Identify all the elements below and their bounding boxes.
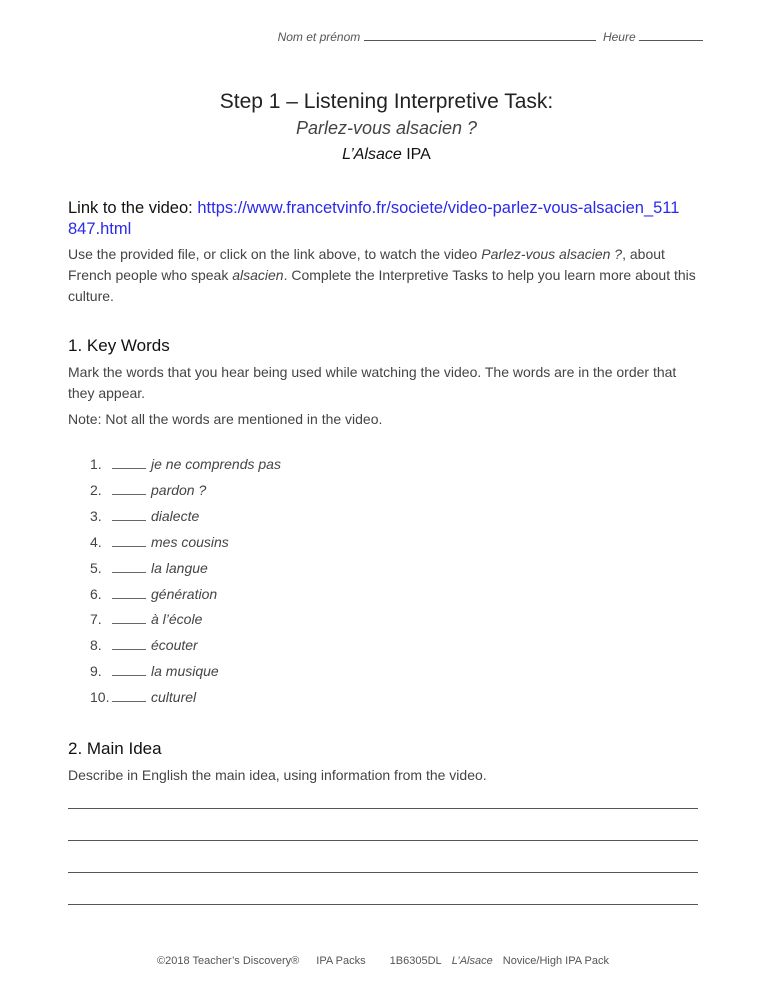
link-label: Link to the video: (68, 199, 193, 217)
footer-code-id: 1B6305DL (389, 955, 442, 967)
footer-code-italic: L’Alsace (451, 955, 493, 967)
answer-blank[interactable] (112, 691, 146, 702)
answer-line[interactable] (68, 808, 698, 809)
footer-code (383, 955, 616, 967)
section1-heading: 1. Key Words (68, 336, 170, 355)
answer-line[interactable] (68, 872, 698, 873)
intro-text: Use the provided file, or click on the link above, to watch the video (68, 246, 482, 262)
key-word-item (90, 586, 217, 602)
footer (0, 955, 773, 967)
answer-blank[interactable] (112, 458, 146, 469)
key-word-item (90, 689, 196, 705)
ipa-rest: IPA (401, 146, 431, 163)
answer-blank[interactable] (112, 665, 146, 676)
answer-blank[interactable] (112, 562, 146, 573)
item-number: 2. (90, 481, 102, 498)
item-number: 3. (90, 507, 102, 524)
section2-instructions: Describe in English the main idea, using information from the video. (68, 767, 487, 783)
item-number: 8. (90, 637, 102, 654)
time-blank (639, 30, 703, 41)
ipa-italic: L’Alsace (342, 146, 402, 163)
video-link[interactable]: https://www.francetvinfo.fr/societe/video-parlez-vous-alsacien_511847.html (68, 199, 680, 238)
answer-blank[interactable] (112, 639, 146, 650)
intro-video-title: Parlez-vous alsacien ? (481, 246, 623, 262)
item-number: 6. (90, 585, 102, 602)
item-number: 10. (90, 689, 110, 706)
section2-heading: 2. Main Idea (68, 739, 162, 758)
key-word-item (90, 482, 206, 498)
ipa-title (0, 146, 773, 164)
page-subtitle: Parlez-vous alsacien ? (295, 118, 478, 138)
key-word-item (90, 508, 199, 524)
answer-blank[interactable] (112, 536, 146, 547)
answer-line[interactable] (68, 904, 698, 905)
key-word: la langue (151, 559, 208, 576)
key-word: génération (151, 585, 218, 602)
footer-code-rest: Novice/High IPA Pack (499, 955, 609, 967)
key-word-item (90, 637, 198, 653)
time-label: Heure (602, 30, 636, 44)
name-blank (364, 30, 596, 41)
intro-text: . Complete the Interpretive Tasks to help you learn more about this culture. (68, 267, 696, 304)
key-word-item (90, 534, 229, 550)
page-title: Step 1 – Listening Interpretive Task: (219, 90, 554, 113)
key-word: culturel (151, 689, 197, 706)
key-word-item (90, 456, 281, 472)
item-number: 4. (90, 533, 102, 550)
answer-blank[interactable] (112, 613, 146, 624)
section1-instructions: Mark the words that you hear being used while watching the video. The words are in the order that they appear. (68, 364, 677, 401)
key-word: mes cousins (151, 533, 229, 550)
key-word: la musique (151, 663, 219, 680)
intro-paragraph (68, 244, 703, 307)
answer-blank[interactable] (112, 484, 146, 495)
item-number: 1. (90, 456, 102, 472)
key-word: dialecte (151, 507, 200, 524)
item-number: 7. (90, 611, 102, 628)
key-word: écouter (151, 637, 198, 654)
answer-blank[interactable] (112, 510, 146, 521)
name-label: Nom et prénom (277, 30, 361, 44)
intro-text: , about French people who speak (68, 246, 665, 283)
item-number: 5. (90, 559, 102, 576)
intro-language: alsacien (232, 267, 284, 283)
key-word-item (90, 611, 202, 627)
footer-packs: IPA Packs (316, 955, 366, 967)
key-word: je ne comprends pas (151, 456, 281, 472)
key-word-item (90, 560, 208, 576)
answer-blank[interactable] (112, 588, 146, 599)
section1-note: Note: Not all the words are mentioned in the video. (68, 411, 383, 427)
item-number: 9. (90, 663, 102, 680)
footer-copyright: ©2018 Teacher’s Discovery® (157, 955, 300, 967)
key-word: pardon ? (151, 481, 207, 498)
key-word: à l’école (151, 611, 203, 628)
name-time-header (278, 30, 703, 44)
key-word-item (90, 663, 219, 679)
answer-line[interactable] (68, 840, 698, 841)
video-link-block (68, 198, 688, 240)
